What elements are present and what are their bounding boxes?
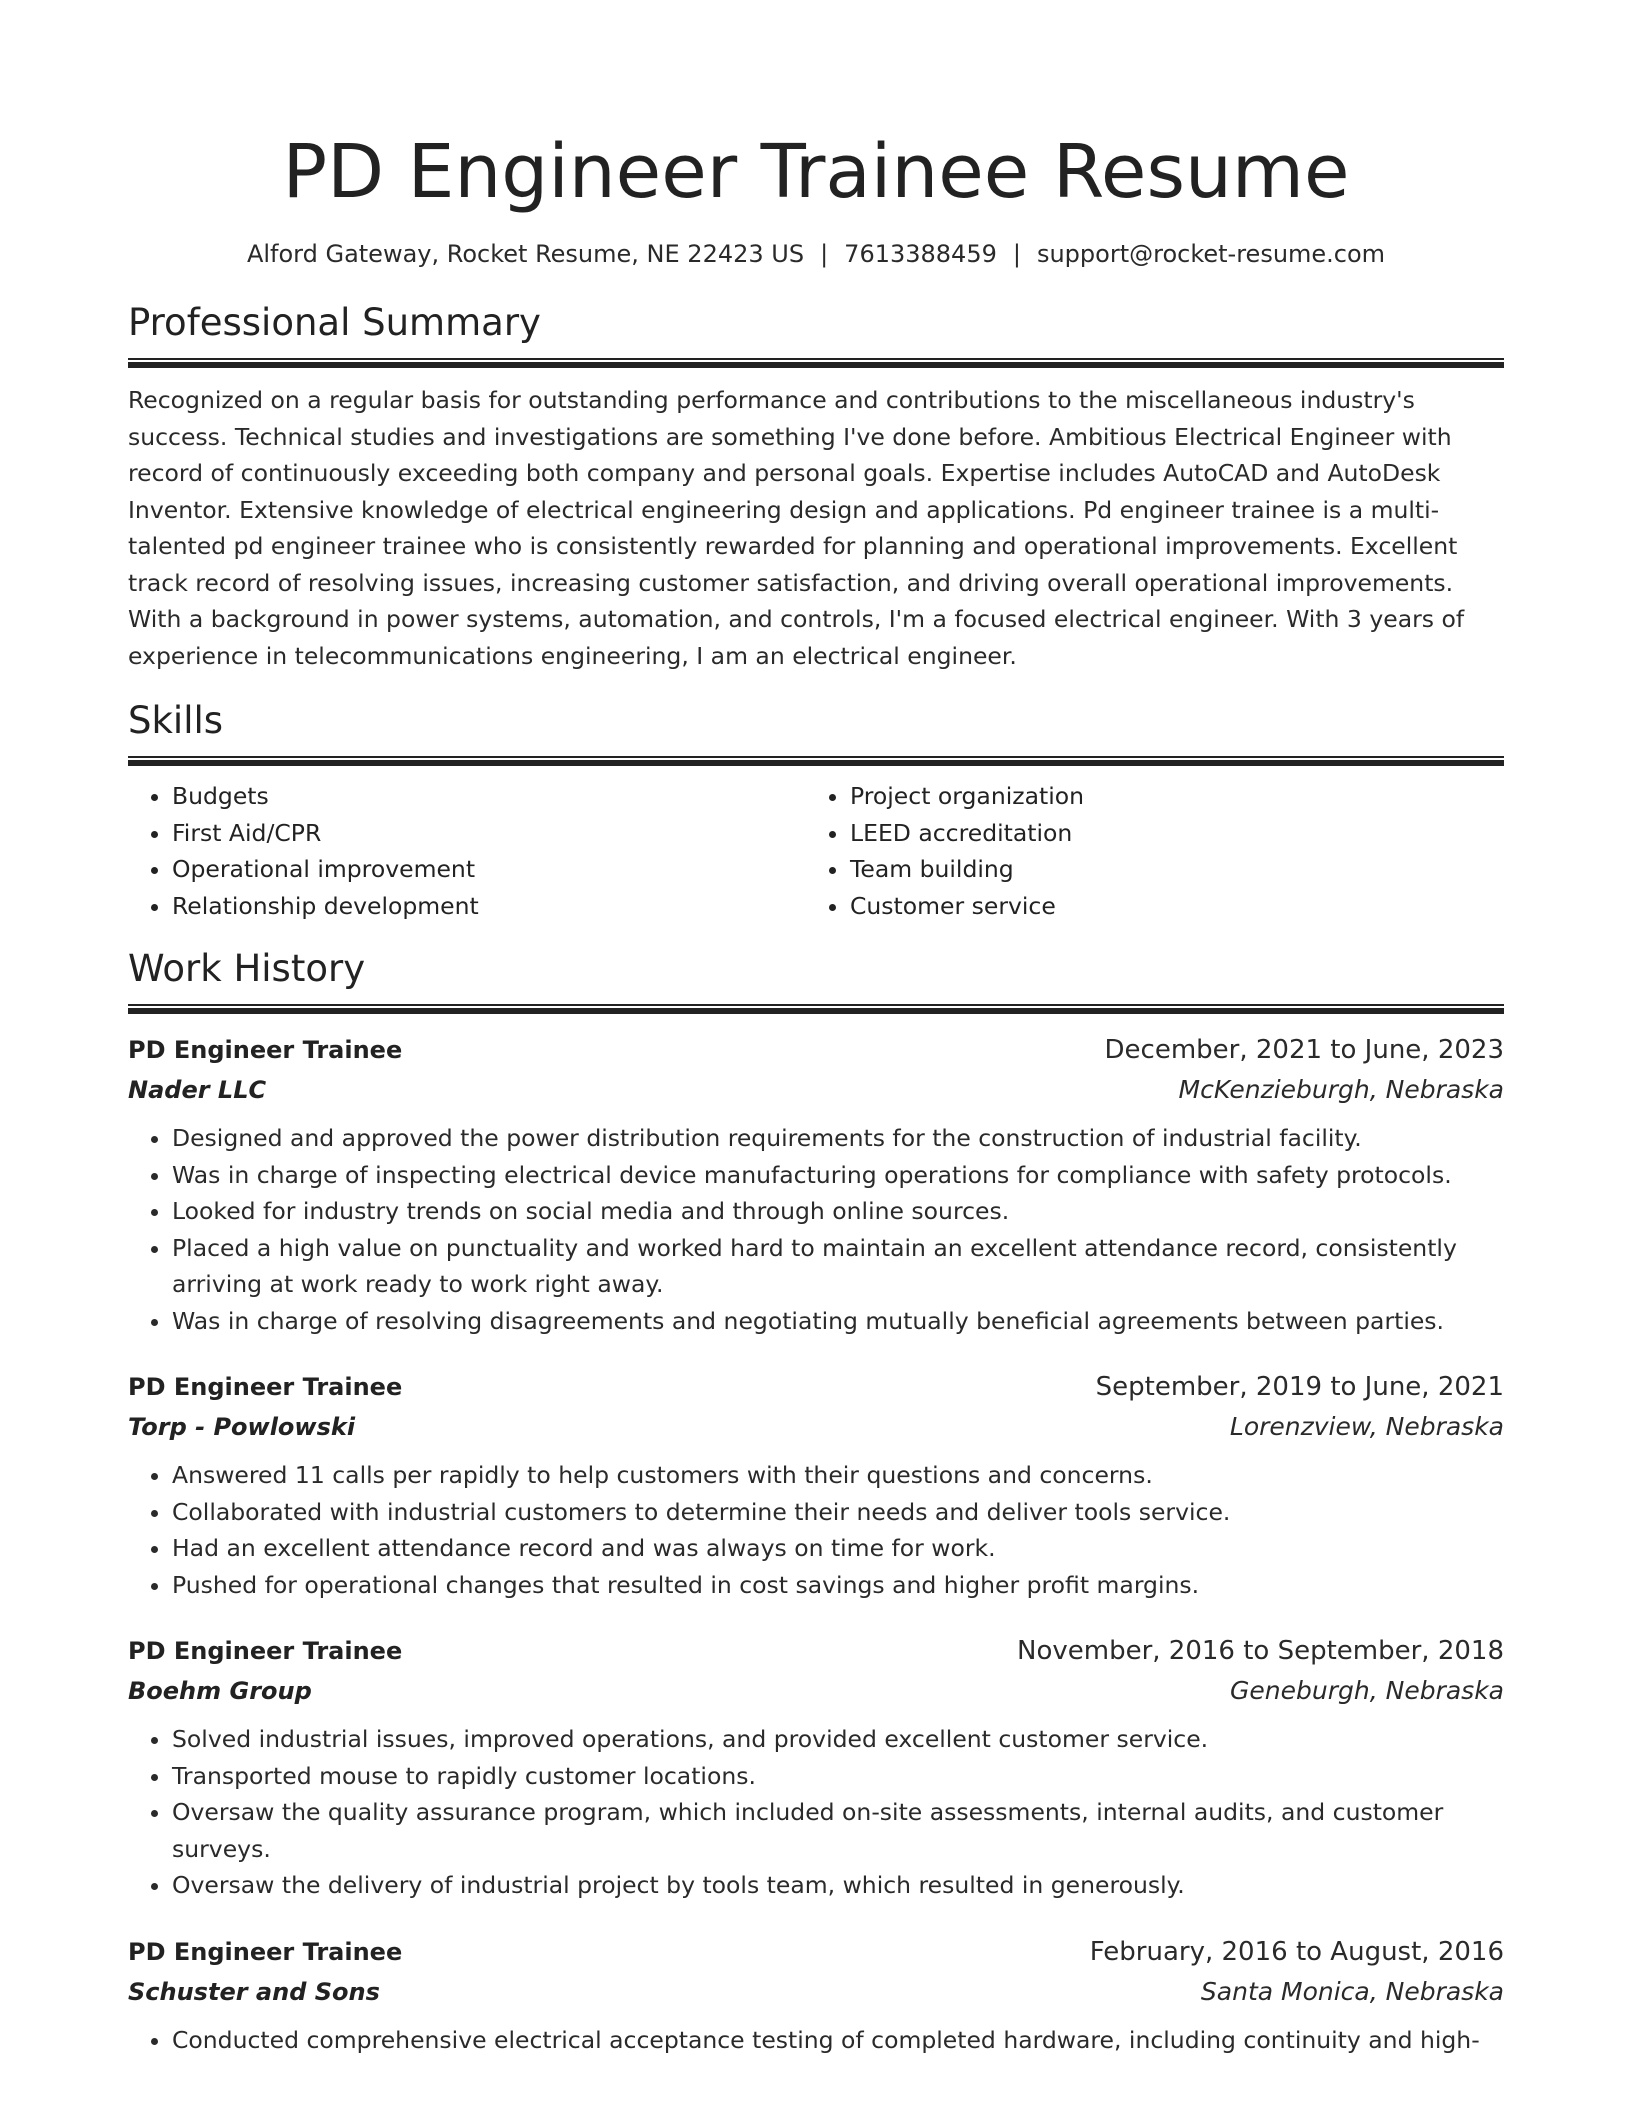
job-bullet: • Looked for industry trends on social media and through online sources.	[172, 1193, 1504, 1230]
job-bullet: • Was in charge of resolving disagreements and negotiating mutually beneficial agreements between parties.	[172, 1303, 1504, 1340]
job-bullets	[128, 1721, 1504, 1904]
skill-item: • First Aid/CPR	[172, 815, 806, 852]
job-bullet: • Designed and approved the power distribution requirements for the construction of industrial facility.	[172, 1120, 1504, 1157]
job-header	[128, 1631, 1504, 1671]
skills-heading: Skills	[128, 699, 224, 742]
job-entry	[128, 1631, 1504, 1904]
job-entry	[128, 1932, 1504, 2059]
section-divider	[128, 1004, 1504, 1014]
skills-section	[128, 698, 1504, 924]
job-company: Torp - Powlowski	[128, 1413, 356, 1441]
job-list	[128, 1030, 1504, 2058]
job-bullet: • Answered 11 calls per rapidly to help customers with their questions and concerns.	[172, 1457, 1504, 1494]
job-location: McKenzieburgh, Nebraska	[1178, 1075, 1504, 1104]
job-header	[128, 1932, 1504, 1972]
contact-separator: |	[820, 240, 829, 268]
job-bullet: • Was in charge of inspecting electrical device manufacturing operations for compliance with safety protocols.	[172, 1157, 1504, 1194]
job-header	[128, 1030, 1504, 1070]
job-bullet: • Had an excellent attendance record and was always on time for work.	[172, 1530, 1504, 1567]
skills-columns	[128, 778, 1504, 924]
job-title: PD Engineer Trainee	[128, 1373, 403, 1401]
job-bullets	[128, 1457, 1504, 1603]
job-location: Geneburgh, Nebraska	[1230, 1676, 1504, 1705]
summary-heading: Professional Summary	[128, 301, 541, 344]
job-location: Santa Monica, Nebraska	[1200, 1976, 1504, 2006]
section-divider	[128, 756, 1504, 766]
summary-text: Recognized on a regular basis for outstanding performance and contributions to the miscellaneous industry's success. Technical studies and investigations are something I've done before. Ambitious Electrical Engineer with record of continuously exceeding both company and personal goals. Expertise includes AutoCAD and AutoDesk Inventor. Extensive knowledge of electrical engineering design and applications. Pd engineer trainee is a multi-talented pd engineer trainee who is consistently rewarded for planning and operational improvements. Excellent track record of resolving issues, increasing customer satisfaction, and driving overall operational improvements. With a background in power systems, automation, and controls, I'm a focused electrical engineer. With 3 years of experience in telecommunications engineering, I am an electrical engineer.	[128, 386, 1465, 670]
section-divider	[128, 358, 1504, 368]
job-bullets	[128, 1120, 1504, 1339]
job-bullets	[128, 2022, 1504, 2059]
job-company: Schuster and Sons	[128, 1977, 380, 2006]
contact-phone: 7613388459	[844, 240, 997, 268]
skill-item: • Project organization	[850, 778, 1484, 815]
job-title: PD Engineer Trainee	[128, 1937, 403, 1966]
job-location: Lorenzview, Nebraska	[1229, 1412, 1504, 1441]
job-bullet: • Placed a high value on punctuality and worked hard to maintain an excellent attendance record, consistently arriving at work ready to work right away.	[172, 1230, 1504, 1303]
job-company: Nader LLC	[128, 1076, 267, 1104]
job-bullet: • Oversaw the delivery of industrial project by tools team, which resulted in generously.	[172, 1867, 1504, 1904]
job-subheader	[128, 1407, 1504, 1447]
contact-separator: |	[1012, 240, 1021, 268]
resume-title: PD Engineer Trainee Resume	[282, 129, 1350, 215]
skills-list-right	[806, 778, 1484, 924]
job-bullet: • Transported mouse to rapidly customer locations.	[172, 1758, 1504, 1795]
skills-list-left	[128, 778, 806, 924]
work-heading: Work History	[128, 947, 366, 990]
contact-email[interactable]: support@rocket-resume.com	[1036, 240, 1386, 268]
job-company: Boehm Group	[128, 1677, 312, 1705]
job-bullet: • Solved industrial issues, improved operations, and provided excellent customer service.	[172, 1721, 1504, 1758]
work-section	[128, 946, 1504, 2058]
job-header	[128, 1367, 1504, 1407]
contact-address: Alford Gateway, Rocket Resume, NE 22423 US	[246, 240, 805, 268]
contact-line	[128, 238, 1504, 270]
job-bullet: • Oversaw the quality assurance program, which included on-site assessments, internal audits, and customer surveys.	[172, 1794, 1504, 1867]
job-dates: September, 2019 to June, 2021	[1095, 1372, 1504, 1402]
job-subheader	[128, 1972, 1504, 2012]
summary-section	[128, 300, 1504, 674]
skill-item: • Budgets	[172, 778, 806, 815]
job-title: PD Engineer Trainee	[128, 1036, 403, 1064]
job-entry	[128, 1030, 1504, 1339]
job-title: PD Engineer Trainee	[128, 1637, 403, 1665]
skill-item: • Relationship development	[172, 888, 806, 925]
resume-page	[128, 0, 1504, 2086]
skill-item: • Team building	[850, 851, 1484, 888]
skill-item: • LEED accreditation	[850, 815, 1484, 852]
job-subheader	[128, 1671, 1504, 1711]
job-bullet: • Pushed for operational changes that resulted in cost savings and higher profit margins.	[172, 1567, 1504, 1604]
job-entry	[128, 1367, 1504, 1603]
job-dates: November, 2016 to September, 2018	[1017, 1636, 1504, 1666]
skill-item: • Customer service	[850, 888, 1484, 925]
job-subheader	[128, 1070, 1504, 1110]
job-bullet: • Collaborated with industrial customers to determine their needs and deliver tools service.	[172, 1494, 1504, 1531]
skill-item: • Operational improvement	[172, 851, 806, 888]
job-bullet: • Conducted comprehensive electrical acceptance testing of completed hardware, including continuity and high-	[172, 2022, 1504, 2059]
job-dates: February, 2016 to August, 2016	[1089, 1936, 1504, 1967]
job-dates: December, 2021 to June, 2023	[1104, 1035, 1504, 1065]
